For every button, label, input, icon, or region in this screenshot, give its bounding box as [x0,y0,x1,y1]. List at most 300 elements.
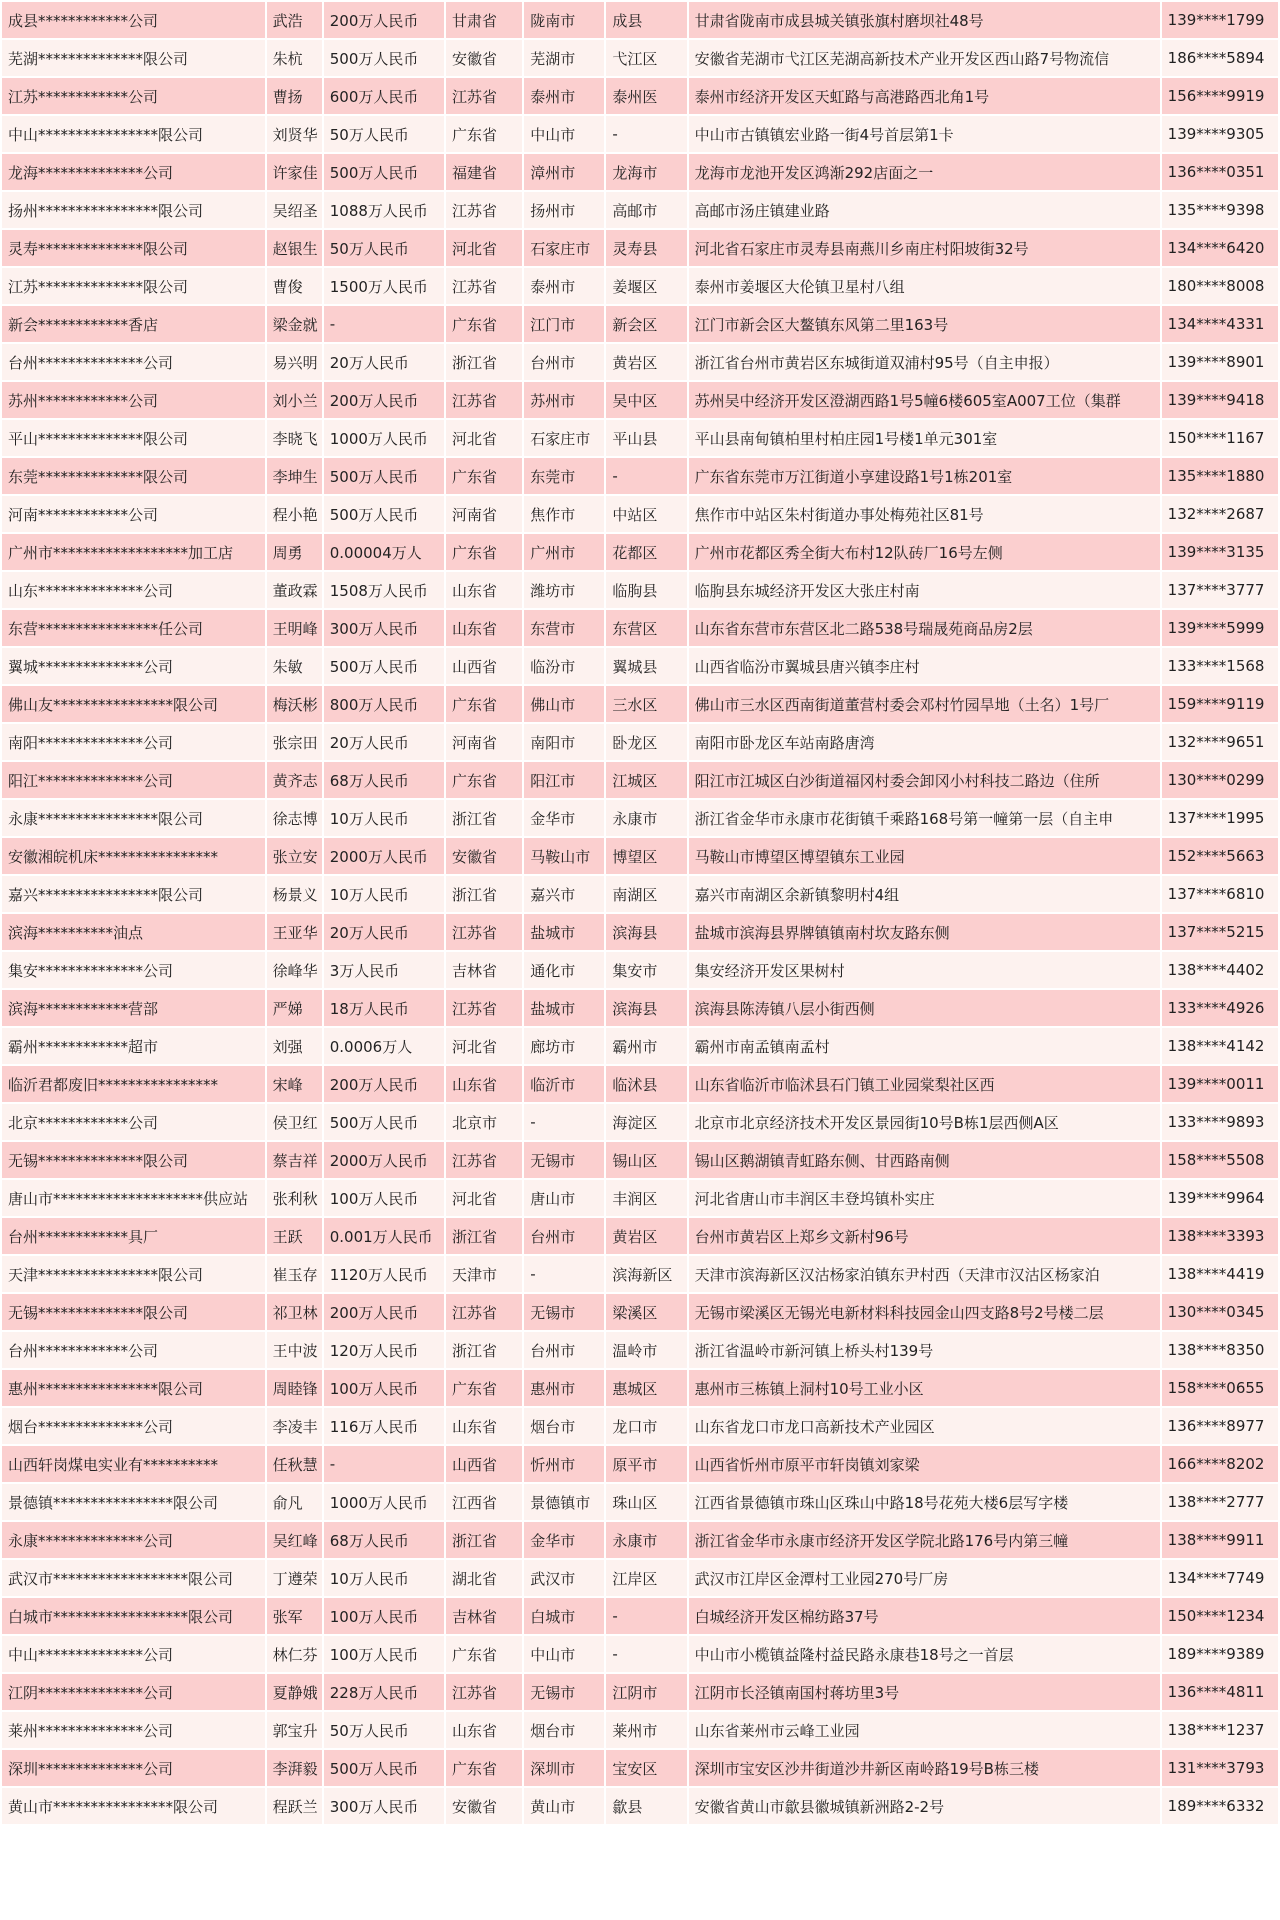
province-cell: 山东省 [446,610,522,646]
phone-cell: 159****9119 [1162,686,1278,722]
capital-cell: 500万人民币 [324,1750,444,1786]
address-cell: 南阳市卧龙区车站南路唐湾 [689,724,1160,760]
district-cell: 新会区 [606,306,686,342]
company-cell: 唐山市********************供应站 [2,1180,265,1216]
province-cell: 江苏省 [446,1142,522,1178]
phone-cell: 138****9911 [1162,1522,1278,1558]
phone-cell: 137****3777 [1162,572,1278,608]
city-cell: 无锡市 [524,1294,604,1330]
address-cell: 浙江省金华市永康市花街镇千乘路168号第一幢第一层（自主申 [689,800,1160,836]
province-cell: 浙江省 [446,876,522,912]
district-cell: 江阴市 [606,1674,686,1710]
capital-cell: 10万人民币 [324,800,444,836]
address-cell: 白城经济开发区棉纺路37号 [689,1598,1160,1634]
phone-cell: 131****3793 [1162,1750,1278,1786]
province-cell: 山西省 [446,1446,522,1482]
city-cell: 烟台市 [524,1712,604,1748]
company-cell: 山西轩岗煤电实业有********** [2,1446,265,1482]
phone-cell: 166****8202 [1162,1446,1278,1482]
address-cell: 山西省临汾市翼城县唐兴镇李庄村 [689,648,1160,684]
address-cell: 阳江市江城区白沙街道福冈村委会卸冈小村科技二路边（住所 [689,762,1160,798]
company-cell: 中山****************限公司 [2,116,265,152]
city-cell: 忻州市 [524,1446,604,1482]
city-cell: 泰州市 [524,78,604,114]
province-cell: 河南省 [446,496,522,532]
city-cell: 金华市 [524,800,604,836]
district-cell: 永康市 [606,800,686,836]
phone-cell: 130****0345 [1162,1294,1278,1330]
city-cell: 东营市 [524,610,604,646]
table-row [2,724,1278,760]
legal-rep-cell: 王亚华 [267,914,322,950]
legal-rep-cell: 刘贤华 [267,116,322,152]
capital-cell: 100万人民币 [324,1180,444,1216]
address-cell: 泰州市经济开发区天虹路与高港路西北角1号 [689,78,1160,114]
table-row [2,648,1278,684]
company-cell: 无锡**************限公司 [2,1294,265,1330]
province-cell: 广东省 [446,686,522,722]
district-cell: 姜堰区 [606,268,686,304]
district-cell: 海淀区 [606,1104,686,1140]
district-cell: 南湖区 [606,876,686,912]
address-cell: 滨海县陈涛镇八层小街西侧 [689,990,1160,1026]
phone-cell: 139****3135 [1162,534,1278,570]
table-row [2,762,1278,798]
legal-rep-cell: 张宗田 [267,724,322,760]
city-cell: 马鞍山市 [524,838,604,874]
province-cell: 广东省 [446,116,522,152]
table-row [2,1674,1278,1710]
company-cell: 白城市******************限公司 [2,1598,265,1634]
district-cell: 黄岩区 [606,344,686,380]
company-cell: 广州市******************加工店 [2,534,265,570]
province-cell: 北京市 [446,1104,522,1140]
capital-cell: 300万人民币 [324,610,444,646]
address-cell: 安徽省芜湖市弋江区芜湖高新技术产业开发区西山路7号物流信 [689,40,1160,76]
address-cell: 集安经济开发区果树村 [689,952,1160,988]
table-row [2,1788,1278,1824]
address-cell: 佛山市三水区西南街道董营村委会邓村竹园旱地（土名）1号厂 [689,686,1160,722]
phone-cell: 135****9398 [1162,192,1278,228]
company-cell: 江苏************公司 [2,78,265,114]
address-cell: 山东省龙口市龙口高新技术产业园区 [689,1408,1160,1444]
legal-rep-cell: 吴红峰 [267,1522,322,1558]
district-cell: 龙口市 [606,1408,686,1444]
legal-rep-cell: 黄齐志 [267,762,322,798]
company-cell: 江阴**************公司 [2,1674,265,1710]
table-row [2,686,1278,722]
legal-rep-cell: 王明峰 [267,610,322,646]
phone-cell: 138****1237 [1162,1712,1278,1748]
table-row [2,1636,1278,1672]
phone-cell: 152****5663 [1162,838,1278,874]
table-row [2,1560,1278,1596]
district-cell: 临沭县 [606,1066,686,1102]
city-cell: 无锡市 [524,1142,604,1178]
company-cell: 北京************公司 [2,1104,265,1140]
table-row [2,800,1278,836]
city-cell: - [524,1256,604,1292]
city-cell: 中山市 [524,116,604,152]
phone-cell: 139****1799 [1162,2,1278,38]
province-cell: 广东省 [446,458,522,494]
phone-cell: 136****4811 [1162,1674,1278,1710]
legal-rep-cell: 王中波 [267,1332,322,1368]
phone-cell: 138****8350 [1162,1332,1278,1368]
legal-rep-cell: 徐峰华 [267,952,322,988]
company-cell: 南阳**************公司 [2,724,265,760]
capital-cell: 1000万人民币 [324,420,444,456]
capital-cell: 20万人民币 [324,724,444,760]
province-cell: 湖北省 [446,1560,522,1596]
district-cell: 弋江区 [606,40,686,76]
province-cell: 江苏省 [446,914,522,950]
district-cell: 丰润区 [606,1180,686,1216]
city-cell: 金华市 [524,1522,604,1558]
capital-cell: 50万人民币 [324,1712,444,1748]
table-row [2,1408,1278,1444]
legal-rep-cell: 梁金就 [267,306,322,342]
phone-cell: 138****3393 [1162,1218,1278,1254]
province-cell: 浙江省 [446,1332,522,1368]
province-cell: 河北省 [446,1180,522,1216]
district-cell: 临朐县 [606,572,686,608]
legal-rep-cell: 朱杭 [267,40,322,76]
table-row [2,1522,1278,1558]
address-cell: 广东省东莞市万江街道小享建设路1号1栋201室 [689,458,1160,494]
table-row [2,1750,1278,1786]
table-row [2,1598,1278,1634]
legal-rep-cell: 吴绍圣 [267,192,322,228]
legal-rep-cell: 曹俊 [267,268,322,304]
province-cell: 广东省 [446,1370,522,1406]
address-cell: 江门市新会区大鳌镇东风第二里163号 [689,306,1160,342]
address-cell: 中山市小榄镇益隆村益民路永康巷18号之一首层 [689,1636,1160,1672]
city-cell: 佛山市 [524,686,604,722]
company-cell: 阳江**************公司 [2,762,265,798]
company-cell: 平山**************限公司 [2,420,265,456]
table-row [2,1066,1278,1102]
table-row [2,610,1278,646]
phone-cell: 138****2777 [1162,1484,1278,1520]
legal-rep-cell: 李凌丰 [267,1408,322,1444]
address-cell: 中山市古镇镇宏业路一街4号首层第1卡 [689,116,1160,152]
address-cell: 霸州市南孟镇南孟村 [689,1028,1160,1064]
province-cell: 甘肃省 [446,2,522,38]
city-cell: - [524,1104,604,1140]
table-row [2,306,1278,342]
legal-rep-cell: 李坤生 [267,458,322,494]
city-cell: 武汉市 [524,1560,604,1596]
capital-cell: 10万人民币 [324,1560,444,1596]
district-cell: 江城区 [606,762,686,798]
phone-cell: 136****0351 [1162,154,1278,190]
capital-cell: 100万人民币 [324,1370,444,1406]
address-cell: 无锡市梁溪区无锡光电新材料科技园金山四支路8号2号楼二层 [689,1294,1160,1330]
phone-cell: 132****9651 [1162,724,1278,760]
province-cell: 浙江省 [446,1522,522,1558]
capital-cell: 10万人民币 [324,876,444,912]
district-cell: 梁溪区 [606,1294,686,1330]
phone-cell: 138****4419 [1162,1256,1278,1292]
company-cell: 台州**************公司 [2,344,265,380]
capital-cell: 100万人民币 [324,1636,444,1672]
phone-cell: 138****4402 [1162,952,1278,988]
city-cell: 广州市 [524,534,604,570]
capital-cell: 228万人民币 [324,1674,444,1710]
address-cell: 龙海市龙池开发区鸿渐292店面之一 [689,154,1160,190]
table-row [2,1218,1278,1254]
phone-cell: 180****8008 [1162,268,1278,304]
capital-cell: 2000万人民币 [324,1142,444,1178]
table-row [2,154,1278,190]
district-cell: 集安市 [606,952,686,988]
phone-cell: 133****4926 [1162,990,1278,1026]
capital-cell: 50万人民币 [324,230,444,266]
legal-rep-cell: 程跃兰 [267,1788,322,1824]
city-cell: 中山市 [524,1636,604,1672]
province-cell: 江苏省 [446,382,522,418]
province-cell: 江苏省 [446,1294,522,1330]
district-cell: 中站区 [606,496,686,532]
district-cell: 东营区 [606,610,686,646]
legal-rep-cell: 崔玉存 [267,1256,322,1292]
capital-cell: 200万人民币 [324,382,444,418]
address-cell: 嘉兴市南湖区余新镇黎明村4组 [689,876,1160,912]
district-cell: 滨海县 [606,914,686,950]
city-cell: 泰州市 [524,268,604,304]
legal-rep-cell: 周勇 [267,534,322,570]
city-cell: 白城市 [524,1598,604,1634]
table-row [2,914,1278,950]
district-cell: 宝安区 [606,1750,686,1786]
district-cell: 滨海新区 [606,1256,686,1292]
records-table-body [2,2,1278,1824]
table-row [2,1370,1278,1406]
capital-cell: 500万人民币 [324,1104,444,1140]
city-cell: 烟台市 [524,1408,604,1444]
capital-cell: - [324,1446,444,1482]
capital-cell: 0.001万人民币 [324,1218,444,1254]
province-cell: 吉林省 [446,1598,522,1634]
table-row [2,572,1278,608]
table-row [2,40,1278,76]
capital-cell: 1000万人民币 [324,1484,444,1520]
legal-rep-cell: 朱敏 [267,648,322,684]
city-cell: 台州市 [524,1332,604,1368]
district-cell: 锡山区 [606,1142,686,1178]
city-cell: 阳江市 [524,762,604,798]
city-cell: 黄山市 [524,1788,604,1824]
table-row [2,116,1278,152]
company-cell: 莱州**************公司 [2,1712,265,1748]
legal-rep-cell: 李湃毅 [267,1750,322,1786]
address-cell: 河北省唐山市丰润区丰登坞镇朴实庄 [689,1180,1160,1216]
company-cell: 扬州****************限公司 [2,192,265,228]
table-row [2,838,1278,874]
legal-rep-cell: 周睦锋 [267,1370,322,1406]
province-cell: 广东省 [446,1750,522,1786]
legal-rep-cell: 曹扬 [267,78,322,114]
company-cell: 佛山友****************限公司 [2,686,265,722]
province-cell: 吉林省 [446,952,522,988]
district-cell: 博望区 [606,838,686,874]
company-cell: 集安**************公司 [2,952,265,988]
company-cell: 滨海************营部 [2,990,265,1026]
address-cell: 天津市滨海新区汉沽杨家泊镇东尹村西（天津市汉沽区杨家泊 [689,1256,1160,1292]
city-cell: 通化市 [524,952,604,988]
district-cell: - [606,1636,686,1672]
city-cell: 深圳市 [524,1750,604,1786]
company-cell: 东营****************任公司 [2,610,265,646]
address-cell: 浙江省金华市永康市经济开发区学院北路176号内第三幢 [689,1522,1160,1558]
province-cell: 山东省 [446,572,522,608]
legal-rep-cell: 徐志博 [267,800,322,836]
phone-cell: 139****8901 [1162,344,1278,380]
province-cell: 广东省 [446,762,522,798]
table-row [2,1142,1278,1178]
legal-rep-cell: 许家佳 [267,154,322,190]
district-cell: 翼城县 [606,648,686,684]
province-cell: 山西省 [446,648,522,684]
capital-cell: 68万人民币 [324,762,444,798]
phone-cell: 132****2687 [1162,496,1278,532]
capital-cell: 500万人民币 [324,154,444,190]
address-cell: 高邮市汤庄镇建业路 [689,192,1160,228]
capital-cell: 500万人民币 [324,648,444,684]
company-cell: 龙海**************公司 [2,154,265,190]
city-cell: 景德镇市 [524,1484,604,1520]
company-cell: 灵寿**************限公司 [2,230,265,266]
district-cell: 珠山区 [606,1484,686,1520]
company-cell: 新会************香店 [2,306,265,342]
capital-cell: 600万人民币 [324,78,444,114]
address-cell: 马鞍山市博望区博望镇东工业园 [689,838,1160,874]
legal-rep-cell: 郭宝升 [267,1712,322,1748]
phone-cell: 133****9893 [1162,1104,1278,1140]
capital-cell: 0.00004万人 [324,534,444,570]
city-cell: 扬州市 [524,192,604,228]
address-cell: 山东省东营市东营区北二路538号瑞晟苑商品房2层 [689,610,1160,646]
city-cell: 石家庄市 [524,230,604,266]
province-cell: 浙江省 [446,344,522,380]
district-cell: 卧龙区 [606,724,686,760]
phone-cell: 133****1568 [1162,648,1278,684]
address-cell: 浙江省台州市黄岩区东城街道双浦村95号（自主申报） [689,344,1160,380]
table-row [2,1446,1278,1482]
capital-cell: 200万人民币 [324,1294,444,1330]
capital-cell: 2000万人民币 [324,838,444,874]
city-cell: 盐城市 [524,914,604,950]
district-cell: 歙县 [606,1788,686,1824]
province-cell: 江苏省 [446,990,522,1026]
address-cell: 山东省莱州市云峰工业园 [689,1712,1160,1748]
city-cell: 陇南市 [524,2,604,38]
district-cell: 龙海市 [606,154,686,190]
address-cell: 深圳市宝安区沙井街道沙井新区南岭路19号B栋三楼 [689,1750,1160,1786]
province-cell: 山东省 [446,1066,522,1102]
table-row [2,1712,1278,1748]
table-row [2,268,1278,304]
company-cell: 烟台**************公司 [2,1408,265,1444]
table-row [2,1028,1278,1064]
company-cell: 景德镇****************限公司 [2,1484,265,1520]
district-cell: 原平市 [606,1446,686,1482]
capital-cell: 1088万人民币 [324,192,444,228]
phone-cell: 156****9919 [1162,78,1278,114]
table-row [2,1104,1278,1140]
city-cell: 芜湖市 [524,40,604,76]
phone-cell: 150****1234 [1162,1598,1278,1634]
phone-cell: 134****6420 [1162,230,1278,266]
phone-cell: 139****0011 [1162,1066,1278,1102]
company-cell: 台州************具厂 [2,1218,265,1254]
table-row [2,344,1278,380]
province-cell: 河北省 [446,230,522,266]
capital-cell: - [324,306,444,342]
legal-rep-cell: 严娣 [267,990,322,1026]
legal-rep-cell: 刘强 [267,1028,322,1064]
phone-cell: 189****9389 [1162,1636,1278,1672]
address-cell: 泰州市姜堰区大伦镇卫星村八组 [689,268,1160,304]
district-cell: 成县 [606,2,686,38]
city-cell: 漳州市 [524,154,604,190]
legal-rep-cell: 祁卫林 [267,1294,322,1330]
table-row [2,876,1278,912]
capital-cell: 300万人民币 [324,1788,444,1824]
city-cell: 唐山市 [524,1180,604,1216]
company-cell: 永康****************限公司 [2,800,265,836]
address-cell: 广州市花都区秀全街大布村12队砖厂16号左侧 [689,534,1160,570]
legal-rep-cell: 赵银生 [267,230,322,266]
capital-cell: 1120万人民币 [324,1256,444,1292]
legal-rep-cell: 夏静娥 [267,1674,322,1710]
table-row [2,1256,1278,1292]
province-cell: 广东省 [446,1636,522,1672]
company-cell: 无锡**************限公司 [2,1142,265,1178]
district-cell: 灵寿县 [606,230,686,266]
phone-cell: 158****0655 [1162,1370,1278,1406]
phone-cell: 130****0299 [1162,762,1278,798]
city-cell: 嘉兴市 [524,876,604,912]
address-cell: 江西省景德镇市珠山区珠山中路18号花苑大楼6层写字楼 [689,1484,1160,1520]
company-cell: 永康**************公司 [2,1522,265,1558]
capital-cell: 500万人民币 [324,458,444,494]
address-cell: 盐城市滨海县界牌镇镇南村坎友路东侧 [689,914,1160,950]
address-cell: 安徽省黄山市歙县徽城镇新洲路2-2号 [689,1788,1160,1824]
company-cell: 惠州****************限公司 [2,1370,265,1406]
company-cell: 滨海**********油点 [2,914,265,950]
legal-rep-cell: 张军 [267,1598,322,1634]
province-cell: 河南省 [446,724,522,760]
district-cell: - [606,458,686,494]
legal-rep-cell: 武浩 [267,2,322,38]
phone-cell: 189****6332 [1162,1788,1278,1824]
address-cell: 平山县南甸镇柏里村柏庄园1号楼1单元301室 [689,420,1160,456]
capital-cell: 1500万人民币 [324,268,444,304]
table-row [2,230,1278,266]
phone-cell: 135****1880 [1162,458,1278,494]
company-cell: 东莞**************限公司 [2,458,265,494]
city-cell: 台州市 [524,344,604,380]
phone-cell: 186****5894 [1162,40,1278,76]
city-cell: 南阳市 [524,724,604,760]
capital-cell: 18万人民币 [324,990,444,1026]
phone-cell: 137****6810 [1162,876,1278,912]
district-cell: 滨海县 [606,990,686,1026]
city-cell: 江门市 [524,306,604,342]
city-cell: 焦作市 [524,496,604,532]
